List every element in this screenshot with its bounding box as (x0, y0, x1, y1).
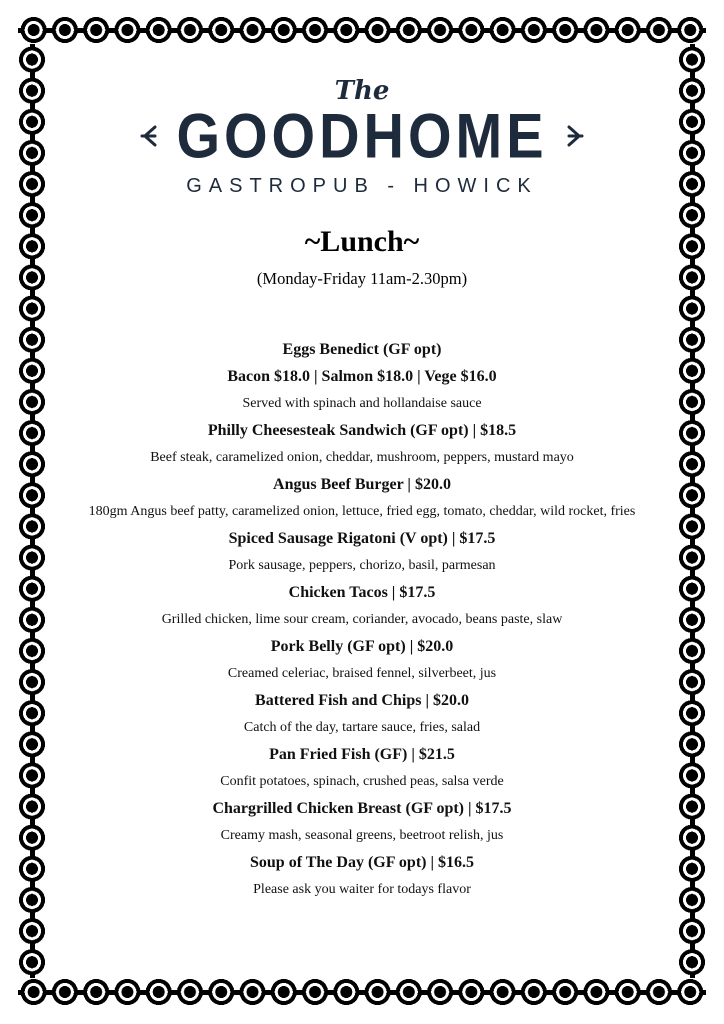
menu-item-description: 180gm Angus beef patty, caramelized onion, lettuce, fried egg, tomato, cheddar, wild rocket, fries (88, 504, 636, 519)
decorative-border-left (18, 44, 46, 978)
menu-item-heading (46, 849, 678, 876)
menu-item-name: Battered Fish and Chips (255, 692, 422, 709)
menu-item (46, 849, 678, 903)
menu-item-name: Philly Cheesesteak Sandwich (GF opt) (207, 422, 469, 439)
menu-item-description: Catch of the day, tartare sauce, fries, salad (243, 720, 481, 735)
price-separator: | (425, 692, 429, 709)
menu-item (46, 525, 678, 579)
menu-item-heading (46, 525, 678, 552)
menu-item-price: $16.5 (438, 854, 474, 871)
logo-wordmark: GOODHOME (176, 100, 548, 171)
menu-item-description: Grilled chicken, lime sour cream, coriander, avocado, beans paste, slaw (161, 612, 563, 627)
fleuron-left-icon (138, 123, 160, 149)
menu-items (46, 336, 678, 903)
menu-item (46, 741, 678, 795)
menu-item-description: Beef steak, caramelized onion, cheddar, mushroom, peppers, mustard mayo (150, 450, 574, 465)
logo-wordmark-row (46, 100, 678, 171)
menu-item-heading (46, 687, 678, 714)
menu-hours: (Monday-Friday 11am-2.30pm) (256, 269, 468, 288)
menu-item-price: $17.5 (475, 800, 512, 817)
menu-item-price: $20.0 (414, 476, 451, 493)
price-separator: | (411, 746, 415, 763)
menu-item (46, 633, 678, 687)
price-separator: | (391, 584, 396, 601)
menu-item-heading (46, 417, 678, 444)
menu-item (46, 336, 678, 417)
price-separator: | (407, 476, 411, 493)
menu-item-description: Creamy mash, seasonal greens, beetroot relish, jus (220, 828, 504, 843)
menu-item-name: Soup of The Day (GF opt) (250, 854, 427, 871)
menu-item-description: Confit potatoes, spinach, crushed peas, salsa verde (220, 774, 504, 789)
menu-item-heading (46, 336, 678, 363)
menu-item-description: Served with spinach and hollandaise sauce (242, 396, 482, 411)
menu-item-name: Chargrilled Chicken Breast (GF opt) (212, 800, 464, 817)
menu-item-description: Creamed celeriac, braised fennel, silverbeet, jus (227, 666, 497, 681)
menu-item-heading (46, 471, 678, 498)
menu-item-heading (46, 633, 678, 660)
price-separator: | (472, 422, 477, 439)
menu-item-price: $18.5 (480, 422, 517, 439)
menu-item-heading (46, 795, 678, 822)
price-separator: | (430, 854, 434, 871)
price-separator: | (468, 800, 472, 817)
menu-item-name: Pan Fried Fish (GF) (269, 746, 408, 763)
menu-item-name: Eggs Benedict (GF opt) (282, 341, 442, 358)
menu-item-name: Angus Beef Burger (273, 476, 404, 493)
price-separator: | (451, 530, 456, 547)
decorative-border-bottom (18, 978, 706, 1006)
logo (46, 76, 678, 198)
menu-item-price: $20.0 (432, 692, 469, 709)
menu-item-description: Please ask you waiter for todays flavor (253, 882, 471, 897)
fleuron-right-icon (564, 123, 586, 149)
menu-item (46, 471, 678, 525)
menu-item (46, 687, 678, 741)
menu-item-price: $20.0 (417, 638, 454, 655)
menu-item-price: $17.5 (399, 584, 436, 601)
logo-subtitle: GASTROPUB - HOWICK (186, 175, 538, 197)
menu-item-name: Spiced Sausage Rigatoni (V opt) (228, 530, 448, 547)
menu-item (46, 579, 678, 633)
menu-item-heading (46, 579, 678, 606)
menu-item-price: $21.5 (418, 746, 455, 763)
logo-the: The (334, 76, 390, 106)
menu-item (46, 417, 678, 471)
decorative-border-right (678, 44, 706, 978)
menu-item-description: Pork sausage, peppers, chorizo, basil, parmesan (228, 558, 496, 573)
price-separator: | (409, 638, 414, 655)
menu-item-name: Pork Belly (GF opt) (270, 638, 406, 655)
menu-item-price: $17.5 (459, 530, 496, 547)
menu-title: ~Lunch~ (304, 225, 420, 258)
menu-item-heading (46, 741, 678, 768)
menu-item-name: Chicken Tacos (288, 584, 388, 601)
menu-item-variants: Bacon $18.0 | Salmon $18.0 | Vege $16.0 (227, 368, 497, 385)
menu-item (46, 795, 678, 849)
menu-content (46, 0, 678, 903)
